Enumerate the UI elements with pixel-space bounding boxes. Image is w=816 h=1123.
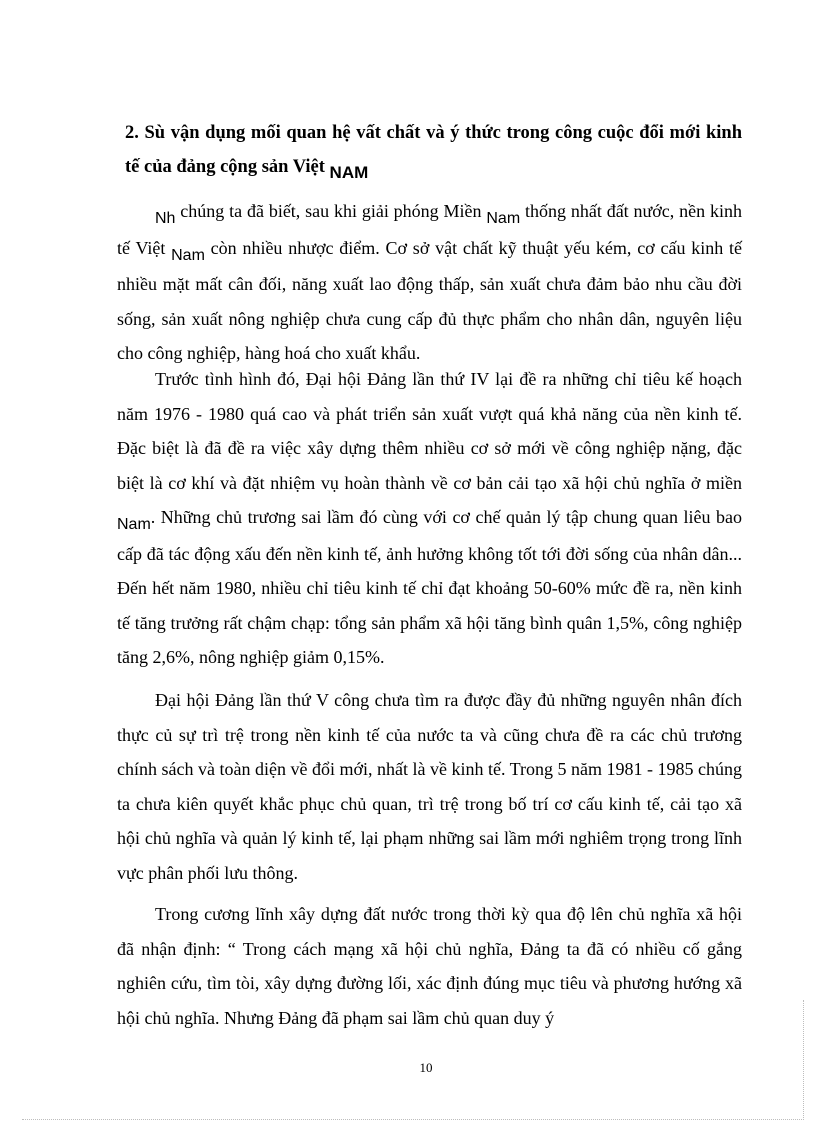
section-heading-text: 2. Sù vận dụng mối quan hệ vất chất và ý thức trong công cuộc đổi mới kinh tế của đảng cộng sản Việt <box>125 123 742 177</box>
paragraph-1-part-4: Nam <box>171 246 205 264</box>
paragraph-3 <box>117 683 742 890</box>
paragraph-1-part-0: Nh <box>155 210 176 227</box>
paragraph-2-part-0: Trước tình hình đó, Đại hội Đảng lần thứ IV lại đề ra những chỉ tiêu kế hoạch năm 1976 - 1980 quá cao và phát triển sản xuất vượt quá khả năng của nền kinh tế. Đặc biệt là đã đề ra việc xây dựng thêm nhiều cơ sở mới về công nghiệp nặng, đặc biệt là cơ khí và đặt nhiệm vụ hoàn thành về cơ bản cải tạo xã hội chủ nghĩa ở miền <box>117 369 742 493</box>
page-number: 10 <box>419 1060 433 1075</box>
paragraph-1-part-2: Nam <box>486 210 521 227</box>
paragraph-3-part-0: Đại hội Đảng lần thứ V công chưa tìm ra được đầy đủ những nguyên nhân đích thực củ sự trì trệ trong nền kinh tế của nước ta và cũng chưa đề ra các chủ trương chính sách và toàn diện về đổi mới, nhất là về kinh tế. Trong 5 năm 1981 - 1985 chúng ta chưa kiên quyết khắc phục chủ quan, trì trệ trong bố trí cơ cấu kinh tế, cải tạo xã hội chủ nghĩa và quản lý kinh tế, lại phạm những sai lầm mới nghiêm trọng trong lĩnh vực phân phối lưu thông. <box>117 690 742 883</box>
paragraph-2-part-2: . Những chủ trương sai lầm đó cùng với cơ chế quản lý tập chung quan liêu bao cấp đã tác động xấu đến nền kinh tế, ảnh hưởng không tốt tới đời sống của nhân dân... Đến hết năm 1980, nhiều chỉ tiêu kinh tế chỉ đạt khoảng 50-60% mức đề ra, nền kinh tế tăng trưởng rất chậm chạp: tổng sản phẩm xã hội tăng bình quân 1,5%, công nghiệp tăng 2,6%, nông nghiệp giảm 0,15%. <box>117 507 742 667</box>
paragraph-1-part-5: còn nhiều nhược điểm. Cơ sở vật chất kỹ thuật yếu kém, cơ cấu kinh tế nhiều mặt mất cân đối, năng xuất lao động thấp, sản xuất chưa đảm bảo nhu cầu đời sống, sản xuất nông nghiệp chưa cung cấp đủ thực phẩm cho nhân dân, nguyên liệu cho công nghiệp, hàng hoá cho xuất khẩu. <box>117 237 742 363</box>
section-heading <box>125 117 742 184</box>
paragraph-2-part-1: Nam <box>117 516 151 533</box>
paragraph-1-part-3: thống nhất đất nước, nền kinh tế Việt <box>117 201 742 258</box>
page-bottom-divider <box>22 1119 804 1120</box>
paragraph-2 <box>117 362 742 675</box>
page-right-divider <box>803 1000 804 1120</box>
paragraph-4 <box>117 897 742 1035</box>
paragraph-1 <box>117 194 742 371</box>
paragraph-4-part-0: Trong cương lĩnh xây dựng đất nước trong thời kỳ qua độ lên chủ nghĩa xã hội đã nhận định: “ Trong cách mạng xã hội chủ nghĩa, Đảng ta đã có nhiều cố gắng nghiên cứu, tìm tòi, xây dựng đường lối, xác định đúng mục tiêu và phương hướng xã hội chủ nghĩa. Nhưng Đảng đã phạm sai lầm chủ quan duy ý <box>117 904 742 1028</box>
paragraph-1-part-1: chúng ta đã biết, sau khi giải phóng Miền <box>175 201 487 221</box>
section-heading-tail: NAM <box>329 163 369 182</box>
